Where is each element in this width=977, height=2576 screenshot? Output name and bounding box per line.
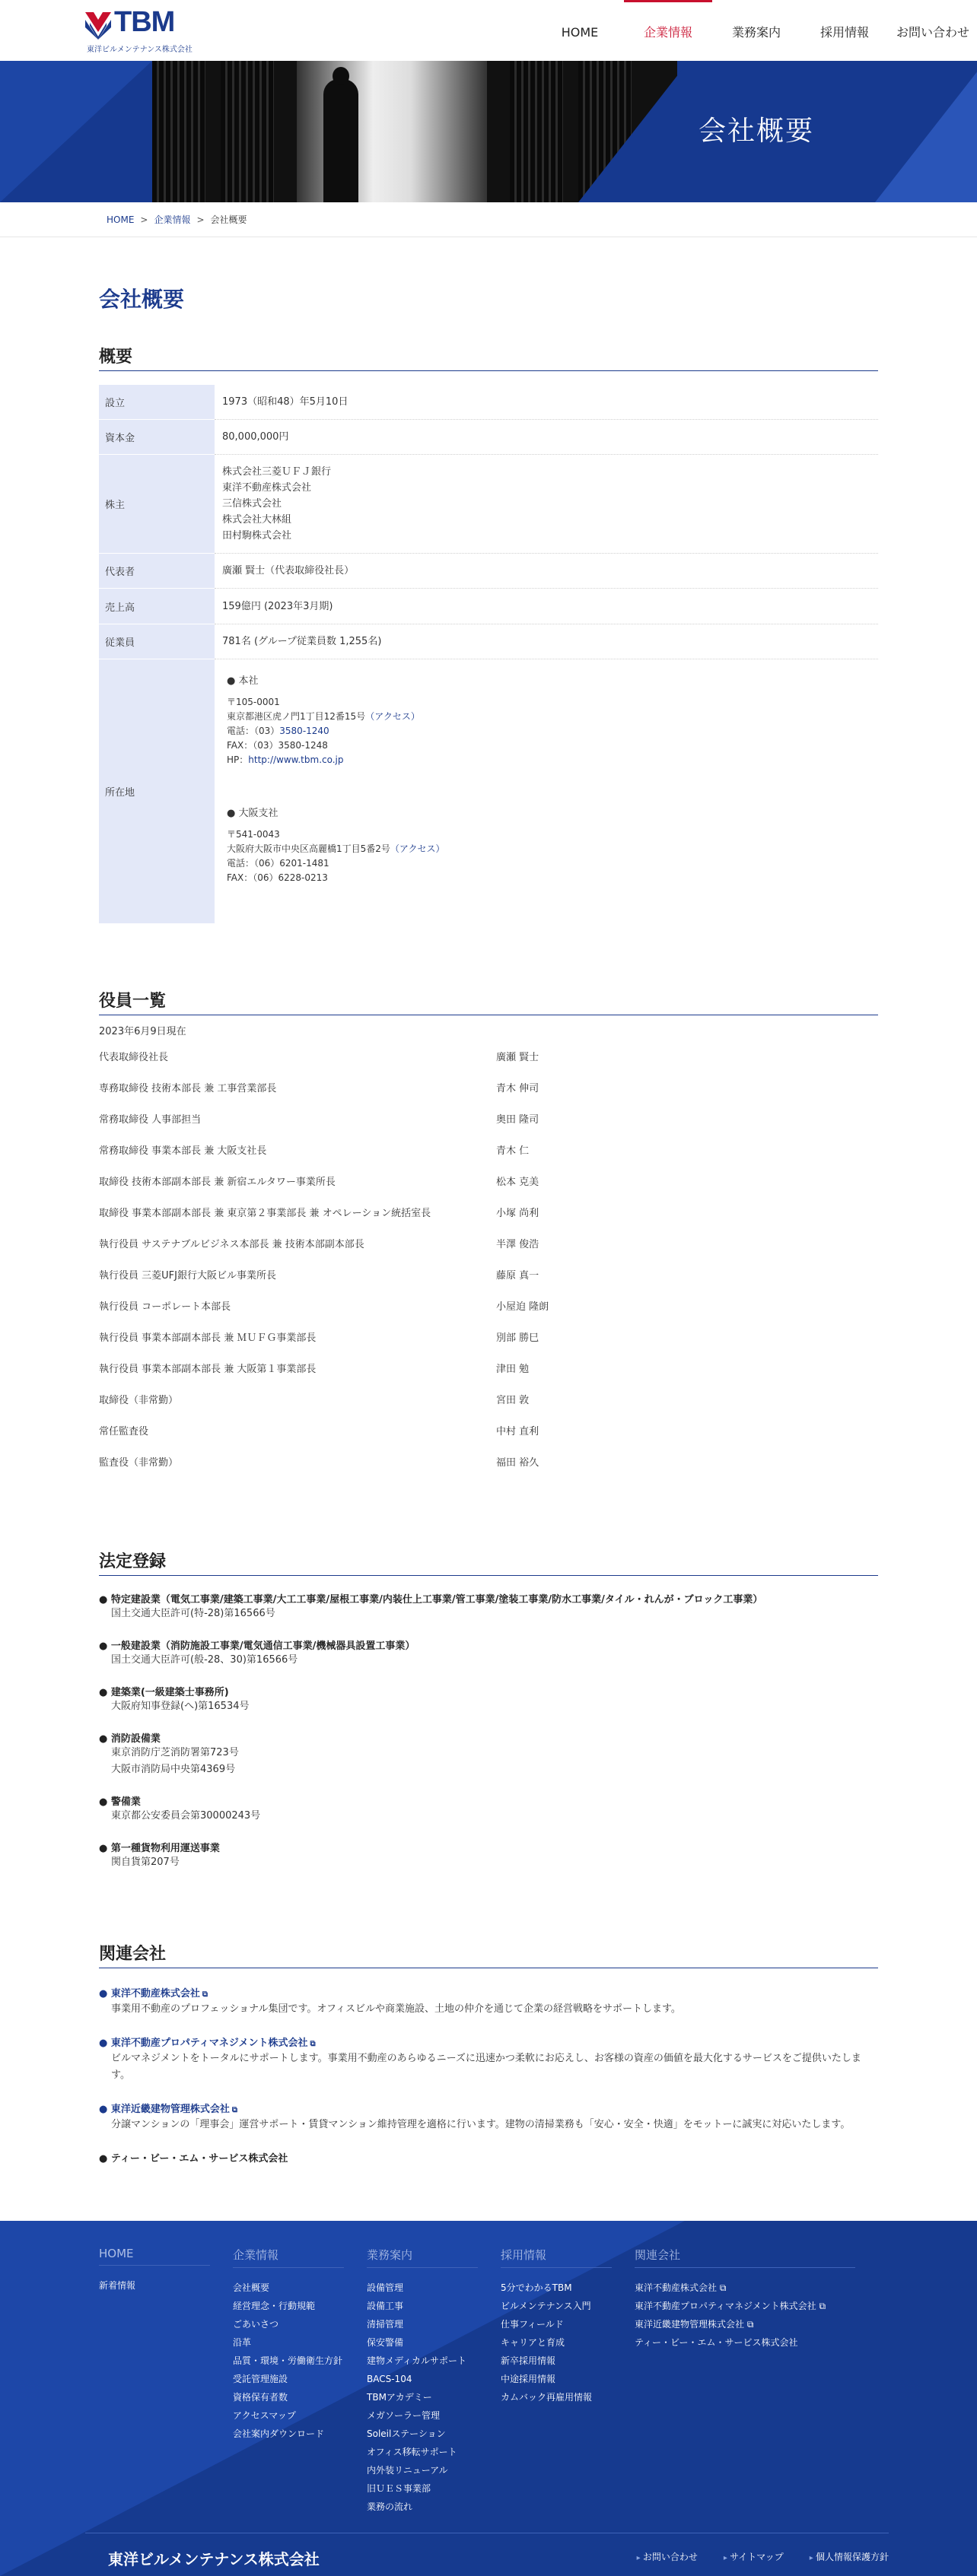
officer-name: 藤原 真一 xyxy=(496,1270,539,1282)
footer-link[interactable]: 東洋不動産株式会社 ⧉ xyxy=(635,2282,727,2293)
nav-company[interactable]: 企業情報 xyxy=(624,0,712,61)
officer-role: 執行役員 三菱UFJ銀行大阪ビル事業所長 xyxy=(99,1270,276,1282)
officer-name: 津田 勉 xyxy=(496,1364,530,1375)
row-value xyxy=(215,659,878,924)
registrations-section xyxy=(99,1548,878,1871)
footer-link[interactable]: アクセスマップ xyxy=(233,2410,296,2421)
registration-detail: 国土交通大臣許可(特-28)第16566号 xyxy=(111,1608,275,1619)
footer-link[interactable]: キャリアと育成 xyxy=(501,2337,565,2348)
overview-table xyxy=(99,385,878,924)
registration-title: ● 第一種貨物利用運送事業 xyxy=(99,1843,220,1854)
footer-link[interactable]: 清掃管理 xyxy=(367,2319,404,2330)
officer-row xyxy=(99,1072,878,1103)
related-company-label[interactable]: 東洋不動産プロパティマネジメント株式会社 xyxy=(110,2038,308,2049)
officer-role: 執行役員 事業本部副本部長 兼 大阪第１事業部長 xyxy=(99,1364,317,1375)
main-content xyxy=(99,237,878,2165)
logo-text: TBM xyxy=(114,6,175,38)
footer-column xyxy=(99,2247,233,2516)
officer-name: 奥田 隆司 xyxy=(496,1114,539,1126)
officer-role: 執行役員 サステナブルビジネス本部長 兼 技術本部副本部長 xyxy=(99,1239,364,1250)
tbm-logo-icon xyxy=(85,9,111,40)
nav-home[interactable]: HOME xyxy=(561,25,599,40)
footer-link[interactable]: Soleilステーション xyxy=(367,2428,446,2439)
officer-row xyxy=(99,1290,878,1321)
related-company-name[interactable]: ● 東洋不動産プロパティマネジメント株式会社 ⧉ xyxy=(99,2038,316,2049)
footer-link[interactable]: ごあいさつ xyxy=(233,2319,279,2330)
footer-link[interactable]: カムバック再雇用情報 xyxy=(501,2392,593,2403)
footer-link-sitemap[interactable]: ▸ サイトマップ xyxy=(724,2550,784,2563)
footer-link[interactable]: 資格保有者数 xyxy=(233,2392,288,2403)
registration-title: ● 建築業(一級建築士事務所) xyxy=(99,1687,229,1698)
officers-list xyxy=(99,1023,878,1477)
footer-link[interactable]: 設備管理 xyxy=(367,2282,404,2293)
site-logo[interactable] xyxy=(85,6,192,53)
footer-link[interactable]: オフィス移転サポート xyxy=(367,2447,457,2457)
homepage-link[interactable]: http://www.tbm.co.jp xyxy=(248,754,344,765)
footer-link[interactable]: 経営理念・行動規範 xyxy=(233,2301,316,2311)
related-company-desc: ビルマネジメントをトータルにサポートします。事業用不動産のあらゆるニーズに迅速かつ柔軟にお応えし、お客様の資産の価値を最大化するサービスをご提供いたします。 xyxy=(111,2053,861,2081)
officer-role: 常務取締役 人事部担当 xyxy=(99,1114,202,1126)
officer-name: 半澤 俊浩 xyxy=(496,1239,539,1250)
registration-item xyxy=(99,1730,878,1778)
related-company-name[interactable]: ● 東洋近畿建物管理株式会社 ⧉ xyxy=(99,2104,238,2115)
officer-name: 青木 仁 xyxy=(496,1145,530,1157)
footer-link[interactable]: BACS-104 xyxy=(367,2374,412,2384)
related-section xyxy=(99,1941,878,2165)
footer-company-name: 東洋ビルメンテナンス株式会社 xyxy=(108,2550,320,2568)
footer-links xyxy=(611,2550,889,2563)
registration-title: ● 警備業 xyxy=(99,1796,141,1808)
head-office-address: ● 本社 〒105-0001 東京都港区虎ノ門1丁目12番15号（アクセス） 電話：（03）3580-1240 FAX：（03）3580-1248 HP：http://www.tbm.co.jp xyxy=(222,669,870,767)
footer-column xyxy=(501,2247,635,2516)
registration-detail: 東京都公安委員会第30000243号 xyxy=(111,1810,261,1822)
officer-role: 常務取締役 事業本部長 兼 大阪支社長 xyxy=(99,1145,267,1157)
officer-row xyxy=(99,1352,878,1383)
registration-item xyxy=(99,1591,878,1622)
footer-link[interactable]: 旧ＵＥＳ事業部 xyxy=(367,2483,431,2494)
officer-row xyxy=(99,1228,878,1259)
officer-name: 福田 裕久 xyxy=(496,1457,539,1469)
officer-role: 取締役（非常勤） xyxy=(99,1395,179,1406)
footer-link[interactable]: メガソーラー管理 xyxy=(367,2410,441,2421)
breadcrumb-company[interactable]: 企業情報 xyxy=(154,214,191,225)
table-row xyxy=(99,659,878,924)
registration-item xyxy=(99,1840,878,1871)
site-header xyxy=(0,0,977,61)
officer-name: 小屋迫 隆朗 xyxy=(496,1301,549,1313)
related-heading: 関連会社 xyxy=(99,1941,878,1968)
row-label: 資本金 xyxy=(99,420,215,455)
external-link-icon: ⧉ xyxy=(231,2106,238,2114)
footer-link[interactable]: 受託管理施設 xyxy=(233,2374,288,2384)
footer-sitemap xyxy=(99,2247,878,2516)
footer-link[interactable]: 東洋近畿建物管理株式会社 ⧉ xyxy=(635,2319,754,2330)
officer-row xyxy=(99,1446,878,1477)
site-footer xyxy=(0,2221,977,2576)
shareholder: 三信株式会社 xyxy=(222,498,282,510)
officer-name: 中村 直利 xyxy=(496,1426,539,1437)
logo-subtext: 東洋ビルメンテナンス株式会社 xyxy=(87,46,193,54)
officer-row xyxy=(99,1103,878,1134)
row-label: 従業員 xyxy=(99,624,215,659)
row-value: 80,000,000円 xyxy=(215,420,878,455)
officer-name: 別部 勝巳 xyxy=(496,1332,539,1344)
footer-link[interactable]: 保安警備 xyxy=(367,2337,404,2348)
footer-link[interactable]: ティー・ビー・エム・サービス株式会社 xyxy=(635,2337,798,2348)
registration-detail: 大阪府知事登録(へ)第16534号 xyxy=(111,1701,250,1712)
officer-role: 代表取締役社長 xyxy=(99,1052,169,1063)
table-row xyxy=(99,554,878,589)
footer-column-heading[interactable]: 採用情報 xyxy=(501,2247,612,2268)
registration-detail: 関自貨第207号 xyxy=(111,1857,180,1868)
table-row xyxy=(99,589,878,624)
related-company xyxy=(99,2150,878,2165)
officer-role: 専務取締役 技術本部長 兼 工事営業部長 xyxy=(99,1083,277,1094)
row-value: 廣瀬 賢士（代表取締役社長） xyxy=(215,554,878,589)
related-company-label: ティー・ビー・エム・サービス株式会社 xyxy=(110,2153,288,2165)
overview-heading: 概要 xyxy=(99,344,878,371)
officer-row xyxy=(99,1165,878,1196)
officer-row xyxy=(99,1259,878,1290)
related-company-desc: 事業用不動産のプロフェッショナル集団です。オフィスビルや商業施設、土地の仲介を通じて企業の経営戦略をサポートします。 xyxy=(111,2003,681,2015)
footer-column xyxy=(367,2247,501,2516)
related-company-label[interactable]: 東洋不動産株式会社 xyxy=(110,1988,200,1999)
access-link[interactable]: （アクセス） xyxy=(365,711,420,722)
officer-name: 廣瀬 賢士 xyxy=(496,1052,539,1063)
related-company-name[interactable]: ● 東洋不動産株式会社 ⧉ xyxy=(99,1988,208,1999)
officer-name: 小塚 尚利 xyxy=(496,1208,539,1219)
footer-link-contact[interactable]: ▸ お問い合わせ xyxy=(637,2550,698,2563)
office-title: ● 大阪支社 xyxy=(227,808,278,819)
related-company xyxy=(99,2034,878,2084)
nav-recruit[interactable]: 採用情報 xyxy=(819,25,869,40)
footer-link[interactable]: ビルメンテナンス入門 xyxy=(501,2301,591,2311)
registration-item xyxy=(99,1684,878,1715)
shareholder: 田村駒株式会社 xyxy=(222,530,292,542)
breadcrumb: HOME > 企業情報 > 会社概要 xyxy=(0,202,977,237)
registration-detail: 大阪市消防局中央第4369号 xyxy=(111,1764,236,1775)
footer-link[interactable]: 中途採用情報 xyxy=(501,2374,556,2384)
registration-title: ● 消防設備業 xyxy=(99,1733,161,1745)
breadcrumb-home[interactable]: HOME xyxy=(107,214,135,225)
footer-link[interactable]: 沿革 xyxy=(233,2337,252,2348)
footer-link[interactable]: TBMアカデミー xyxy=(367,2392,432,2403)
table-row xyxy=(99,624,878,659)
row-label: 所在地 xyxy=(99,659,215,924)
officer-name: 松本 克美 xyxy=(496,1177,539,1188)
officer-row xyxy=(99,1383,878,1415)
row-label: 設立 xyxy=(99,385,215,420)
nav-services[interactable]: 業務案内 xyxy=(731,25,781,40)
related-company-label[interactable]: 東洋近畿建物管理株式会社 xyxy=(110,2104,230,2115)
nav-contact[interactable]: お問い合わせ xyxy=(896,25,969,40)
registration-detail: 国土交通大臣許可(般-28、30)第16566号 xyxy=(111,1654,298,1666)
footer-link[interactable]: 内外装リニューアル xyxy=(367,2465,448,2476)
registration-item xyxy=(99,1793,878,1825)
registration-title: ● 一般建設業（消防施設工事業/電気通信工事業/機械器具設置工事業） xyxy=(99,1641,415,1652)
officers-section xyxy=(99,988,878,1477)
row-label: 売上高 xyxy=(99,589,215,624)
registration-detail: 東京消防庁芝消防署第723号 xyxy=(111,1747,239,1758)
footer-column-heading[interactable]: 企業情報 xyxy=(233,2247,344,2268)
footer-link[interactable]: 設備工事 xyxy=(367,2301,404,2311)
external-link-icon: ⧉ xyxy=(202,1990,208,1999)
table-row xyxy=(99,455,878,554)
footer-link[interactable]: 新卒採用情報 xyxy=(501,2355,556,2366)
officer-role: 監査役（非常勤） xyxy=(99,1457,179,1469)
officers-heading: 役員一覧 xyxy=(99,988,878,1015)
footer-link[interactable]: 建物メディカルサポート xyxy=(367,2355,467,2366)
registration-item xyxy=(99,1637,878,1669)
officer-name: 宮田 敦 xyxy=(496,1395,530,1406)
hero-banner xyxy=(0,61,977,202)
row-value: 159億円 (2023年3月期) xyxy=(215,589,878,624)
footer-column xyxy=(635,2247,878,2516)
registrations-heading: 法定登録 xyxy=(99,1548,878,1576)
footer-link[interactable]: 仕事フィールド xyxy=(501,2319,564,2330)
officers-date: 2023年6月9日現在 xyxy=(99,1026,186,1037)
hero-title: 会社概要 xyxy=(699,116,815,147)
footer-link[interactable]: 会社案内ダウンロード xyxy=(233,2428,325,2439)
external-link-icon: ⧉ xyxy=(310,2040,316,2048)
shareholder: 株式会社三菱ＵＦＪ銀行 xyxy=(222,466,332,478)
officer-row xyxy=(99,1040,878,1072)
officer-role: 取締役 事業本部副本部長 兼 東京第２事業部長 兼 オペレーション統括室長 xyxy=(99,1208,431,1219)
breadcrumb-current: 会社概要 xyxy=(210,214,247,225)
row-value: 1973（昭和48）年5月10日 xyxy=(215,385,878,420)
officer-role: 取締役 技術本部副本部長 兼 新宿エルタワー事業所長 xyxy=(99,1177,336,1188)
footer-link[interactable]: 品質・環境・労働衛生方針 xyxy=(233,2355,343,2366)
footer-link[interactable]: 会社概要 xyxy=(233,2282,270,2293)
shareholder: 東洋不動産株式会社 xyxy=(222,482,312,494)
footer-column-heading[interactable]: 業務案内 xyxy=(367,2247,478,2268)
footer-link[interactable]: 5分でわかるTBM xyxy=(501,2282,572,2293)
footer-link-privacy[interactable]: ▸ 個人情報保護方針 xyxy=(810,2550,889,2563)
page-title: 会社概要 xyxy=(99,287,185,312)
footer-column xyxy=(233,2247,367,2516)
row-value xyxy=(215,455,878,554)
footer-column-heading[interactable]: 関連会社 xyxy=(635,2247,855,2268)
footer-link[interactable]: 業務の流れ xyxy=(367,2501,413,2512)
global-nav xyxy=(536,0,977,61)
related-company-name: ● ティー・ビー・エム・サービス株式会社 xyxy=(99,2153,288,2165)
registration-title: ● 特定建設業（電気工事業/建築工事業/大工工事業/屋根工事業/内装仕上工事業/管工事業/塗装工事業/防水工事業/タイル・れんが・ブロック工事業） xyxy=(99,1594,763,1606)
related-company-desc: 分譲マンションの「理事会」運営サポート・賃貸マンション維持管理を適格に行います。建物の清掃業務も「安心・安全・快適」をモットーに誠実に対応いたします。 xyxy=(111,2119,851,2130)
officer-row xyxy=(99,1196,878,1228)
officer-row xyxy=(99,1321,878,1352)
officer-role: 執行役員 事業本部副本部長 兼 ＭＵＦＧ事業部長 xyxy=(99,1332,317,1344)
footer-link[interactable]: 新着情報 xyxy=(99,2280,136,2291)
access-link[interactable]: （アクセス） xyxy=(390,843,445,854)
footer-column-heading[interactable]: HOME xyxy=(99,2247,210,2266)
shareholder: 株式会社大林組 xyxy=(222,514,292,526)
officer-row xyxy=(99,1415,878,1446)
footer-link[interactable]: 東洋不動産プロパティマネジメント株式会社 ⧉ xyxy=(635,2301,826,2311)
table-row xyxy=(99,420,878,455)
row-value: 781名 (グループ従業員数 1,255名) xyxy=(215,624,878,659)
related-company xyxy=(99,1985,878,2018)
officer-role: 常任監査役 xyxy=(99,1426,149,1437)
table-row xyxy=(99,385,878,420)
osaka-office-address: ● 大阪支社 〒541-0043 大阪府大阪市中央区高麗橋1丁目5番2号（アクセス） 電話：（06）6201-1481 FAX：（06）6228-0213 xyxy=(222,801,870,885)
officer-row xyxy=(99,1134,878,1165)
row-label: 株主 xyxy=(99,455,215,554)
related-company xyxy=(99,2101,878,2133)
officer-role: 執行役員 コーポレート本部長 xyxy=(99,1301,231,1313)
phone-link[interactable]: 3580-1240 xyxy=(279,726,329,736)
officer-name: 青木 伸司 xyxy=(496,1083,539,1094)
row-label: 代表者 xyxy=(99,554,215,589)
office-title: ● 本社 xyxy=(227,675,259,687)
